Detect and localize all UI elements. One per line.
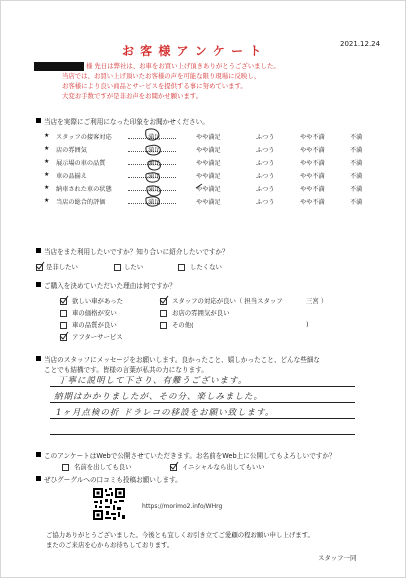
q4-title-2: ことでも結構です。皆様の言葉が私共の力になります。: [44, 366, 208, 374]
rating-option[interactable]: やや満足: [196, 199, 221, 206]
rating-row-label: 車の品揃え: [56, 173, 87, 180]
q5-option-1: 名前を出しても良い: [74, 463, 132, 471]
rating-option[interactable]: 満足: [148, 199, 161, 206]
closing-line-1: ご協力ありがとうございました。今後とも宜しくお引き立てご愛顧の程お願い申し上げます。: [46, 531, 314, 539]
q2-title: 当店をまた利用したいですか？知り合いに紹介したいですか？: [44, 248, 229, 256]
rating-option[interactable]: やや満足: [196, 147, 221, 154]
rating-option[interactable]: 満足: [148, 160, 161, 167]
handwritten-message-1: 丁寧に説明して下さり、有難うございます。: [58, 376, 248, 386]
intro-line-4: 大変お手数ですが是非お声をお聞かせ願います。: [62, 92, 203, 100]
q3-other-close: ): [306, 320, 309, 328]
intro-line-1: 様 先日は弊社は、お車をお買い上げ頂きありがとうございました。: [86, 62, 280, 70]
intro-line-2: 当店では、お買い上げ頂いたお客様の声を可能な限り現場に反映し、: [62, 72, 261, 80]
rating-option[interactable]: ふつう: [256, 199, 275, 206]
rating-option[interactable]: やや不満: [300, 199, 325, 206]
rating-option[interactable]: やや不満: [300, 134, 325, 141]
rating-option[interactable]: やや満足: [196, 173, 221, 180]
rating-option[interactable]: 不満: [350, 173, 363, 180]
rating-option[interactable]: 満足: [148, 147, 161, 154]
q5-option-2: イニシャルなら出してもいい: [182, 463, 265, 471]
rating-option[interactable]: ふつう: [256, 186, 275, 193]
rating-row-label: 展示場の車の品質: [56, 160, 106, 167]
rating-option[interactable]: ふつう: [256, 147, 275, 154]
rating-option[interactable]: ふつう: [256, 173, 275, 180]
rating-option[interactable]: 不満: [350, 134, 363, 141]
rating-option[interactable]: 満足: [148, 134, 161, 141]
star-icon: ★: [44, 184, 50, 191]
q3-option-6: その他(: [172, 321, 194, 329]
closing-line-2: またのご来店を心からお待ちしております。: [46, 541, 174, 549]
rating-option[interactable]: やや満足: [196, 186, 221, 193]
rating-option[interactable]: やや不満: [300, 186, 325, 193]
q3-option-2: スタッフの対応が良い（ 担当スタッフ: [172, 297, 283, 305]
rating-option[interactable]: 不満: [350, 147, 363, 154]
rating-option[interactable]: やや不満: [300, 147, 325, 154]
rating-option[interactable]: ふつう: [256, 160, 275, 167]
staff-signature: スタッフ一同: [318, 554, 357, 562]
q3-option-7: アフターサービス: [72, 333, 123, 341]
rating-option[interactable]: ふつう: [256, 134, 275, 141]
q1-title: 当店を実際にご利用になった印象をお聞かせください。: [44, 118, 209, 126]
q3-option-5: 車の品質が良い: [72, 321, 117, 329]
star-icon: ★: [44, 158, 50, 165]
q2-option-3: したくない: [190, 263, 222, 271]
rating-row-label: 当店の総合的評価: [56, 199, 106, 206]
rating-option[interactable]: やや満足: [196, 134, 221, 141]
survey-title: お 客 様 ア ン ケ ー ト: [122, 44, 263, 58]
rating-option[interactable]: やや不満: [300, 173, 325, 180]
rating-option[interactable]: やや不満: [300, 160, 325, 167]
q4-title: 当店のスタッフにメッセージをお願いします。良かったこと、嬉しかったこと、どんな些細な: [44, 356, 321, 364]
review-url[interactable]: https://morimo2.info/WHrg: [142, 503, 223, 510]
handwritten-message-2: 納期はかかりましたが、その分、楽しみました。: [54, 392, 264, 402]
handwritten-message-3: 1ヶ月点検の折 ドラレコの移設をお願い致します。: [56, 408, 275, 418]
rating-option[interactable]: 満足: [148, 186, 161, 193]
q3-title: ご購入を決めていただいた理由は何ですか？: [44, 282, 176, 290]
rating-option[interactable]: 不満: [350, 199, 363, 206]
q3-option-4: お店の雰囲気が良い: [172, 309, 230, 317]
rating-row-label: スタッフの接客対応: [56, 134, 112, 141]
intro-line-3: お客様により良い商品とサービスを提供する事に努めています。: [62, 82, 247, 90]
rating-option[interactable]: 不満: [350, 160, 363, 167]
q2-option-2: したい: [124, 263, 144, 271]
rating-row-label: 店の雰囲気: [56, 147, 87, 154]
q3-option-3: 車の価格が安い: [72, 309, 117, 317]
rating-option[interactable]: 満足: [148, 173, 161, 180]
q6-title: ぜひグーグルへの口コミも投稿お願いします。: [44, 476, 182, 484]
star-icon: ★: [44, 145, 50, 152]
q2-option-1: 是非したい: [46, 263, 78, 271]
q3-option-1: 欲しい車があった: [72, 297, 124, 305]
star-icon: ★: [44, 197, 50, 204]
rating-row-label: 納車された車の状態: [56, 186, 112, 193]
q5-title: このアンケートはWebで公開させていただきます。お名前をWeb上に公開してもよろしいですか？: [44, 452, 336, 460]
date: 2021.12.24: [340, 40, 381, 48]
star-icon: ★: [44, 171, 50, 178]
star-icon: ★: [44, 132, 50, 139]
q3-staff-name: 三宮 ）: [306, 297, 328, 305]
rating-option[interactable]: やや満足: [196, 160, 221, 167]
rating-option[interactable]: 不満: [350, 186, 363, 193]
